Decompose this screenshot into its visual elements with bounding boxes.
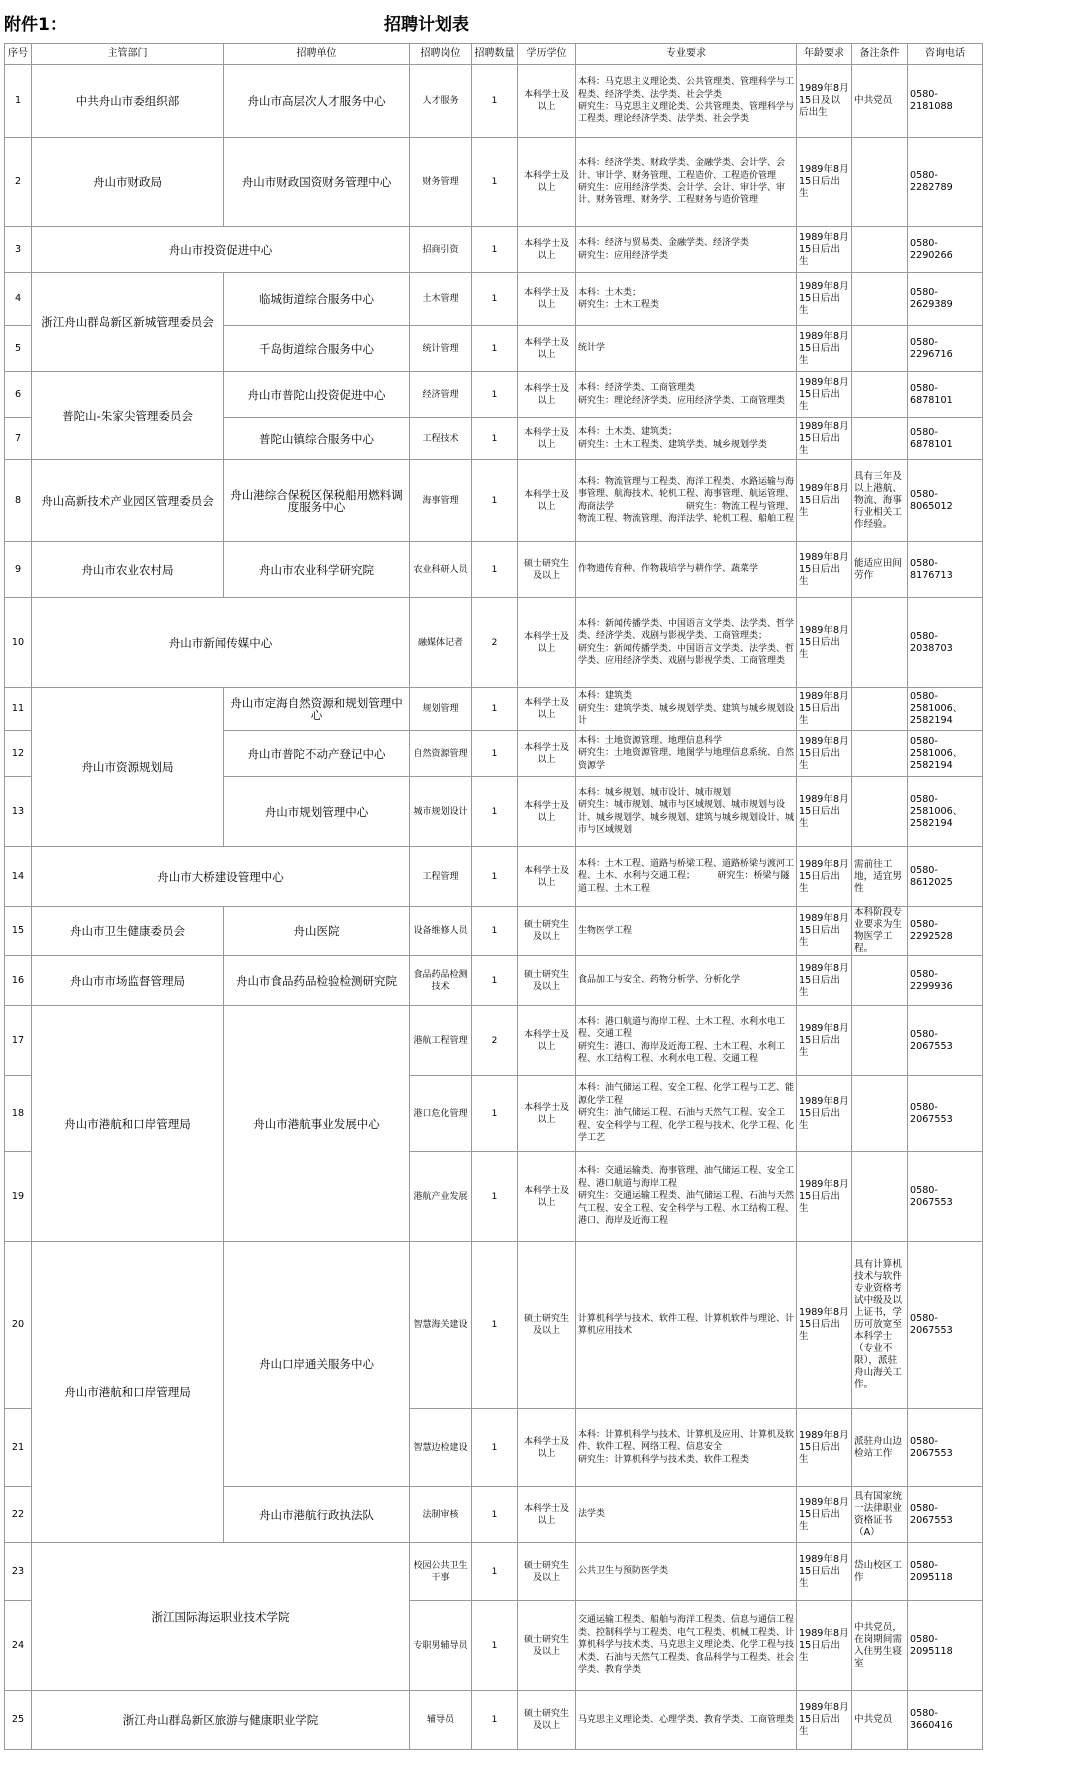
cell-dept: 舟山市财政局 — [32, 138, 224, 227]
cell-age: 1989年8月15日后出生 — [797, 418, 852, 460]
cell-seq: 19 — [5, 1152, 32, 1242]
cell-unit: 舟山市规划管理中心 — [224, 777, 410, 847]
cell-phone: 0580-2095118 — [908, 1543, 983, 1601]
cell-post: 人才服务 — [410, 65, 472, 138]
cell-post: 经济管理 — [410, 372, 472, 418]
cell-unit: 舟山港综合保税区保税船用燃料调度服务中心 — [224, 460, 410, 542]
cell-edu: 本科学士及以上 — [518, 731, 576, 777]
cell-seq: 7 — [5, 418, 32, 460]
cell-edu: 本科学士及以上 — [518, 777, 576, 847]
cell-edu: 本科学士及以上 — [518, 227, 576, 273]
cell-edu: 本科学士及以上 — [518, 1152, 576, 1242]
table-row — [5, 847, 983, 907]
cell-note — [852, 688, 908, 731]
cell-post: 海事管理 — [410, 460, 472, 542]
cell-major: 公共卫生与预防医学类 — [576, 1543, 797, 1601]
table-row — [5, 1543, 983, 1601]
header-phone: 咨询电话 — [908, 44, 983, 65]
cell-seq: 20 — [5, 1242, 32, 1409]
cell-major: 本科：城乡规划、城市设计、城市规划 研究生：城市规划、城市与区域规划、城市规划与设计、城乡规划学、城乡规划、建筑与城乡规划设计、城市与区域规划 — [576, 777, 797, 847]
cell-phone: 0580-2290266 — [908, 227, 983, 273]
cell-unit: 舟山市普陀不动产登记中心 — [224, 731, 410, 777]
cell-seq: 9 — [5, 542, 32, 598]
cell-phone: 0580-2181088 — [908, 65, 983, 138]
cell-major: 食品加工与安全、药物分析学、分析化学 — [576, 956, 797, 1006]
cell-age: 1989年8月15日后出生 — [797, 1487, 852, 1543]
cell-edu: 本科学士及以上 — [518, 598, 576, 688]
cell-edu: 本科学士及以上 — [518, 326, 576, 372]
cell-edu: 本科学士及以上 — [518, 1076, 576, 1152]
cell-post: 融媒体记者 — [410, 598, 472, 688]
cell-post: 自然资源管理 — [410, 731, 472, 777]
cell-post: 法制审核 — [410, 1487, 472, 1543]
cell-note — [852, 326, 908, 372]
cell-age: 1989年8月15日后出生 — [797, 326, 852, 372]
cell-phone: 0580-2581006、2582194 — [908, 731, 983, 777]
cell-phone: 0580-8065012 — [908, 460, 983, 542]
cell-note — [852, 598, 908, 688]
cell-edu: 本科学士及以上 — [518, 138, 576, 227]
header-post: 招聘岗位 — [410, 44, 472, 65]
cell-dept: 舟山市卫生健康委员会 — [32, 907, 224, 956]
cell-age: 1989年8月15日后出生 — [797, 138, 852, 227]
cell-dept: 舟山市新闻传媒中心 — [32, 598, 410, 688]
cell-major: 本科：油气储运工程、安全工程、化学工程与工艺、能源化学工程 研究生：油气储运工程、石油与天然气工程、安全工程、安全科学与工程、化学工程与技术、化学工程、化学工艺 — [576, 1076, 797, 1152]
cell-edu: 本科学士及以上 — [518, 847, 576, 907]
cell-note: 中共党员 — [852, 65, 908, 138]
header-major: 专业要求 — [576, 44, 797, 65]
cell-age: 1989年8月15日后出生 — [797, 372, 852, 418]
cell-phone: 0580-2067553 — [908, 1409, 983, 1487]
cell-count: 1 — [472, 460, 518, 542]
table-row — [5, 1006, 983, 1076]
cell-count: 1 — [472, 65, 518, 138]
cell-major: 本科：土木工程、道路与桥梁工程、道路桥梁与渡河工程、土木、水利与交通工程； 研究生：桥梁与隧道工程、土木工程 — [576, 847, 797, 907]
cell-note: 能适应田间劳作 — [852, 542, 908, 598]
cell-phone: 0580-2292528 — [908, 907, 983, 956]
header-row — [5, 44, 983, 65]
cell-seq: 11 — [5, 688, 32, 731]
cell-dept: 中共舟山市委组织部 — [32, 65, 224, 138]
cell-count: 1 — [472, 326, 518, 372]
cell-age: 1989年8月15日后出生 — [797, 777, 852, 847]
cell-note: 需前往工地，适宜男性 — [852, 847, 908, 907]
cell-major: 本科：物流管理与工程类、海洋工程类、水路运输与海事管理、航海技术、轮机工程、海事管理、航运管理、海商法学 研究生：物流工程与管理、物流工程、物流管理、海洋法学、轮机工程、船舶工程 — [576, 460, 797, 542]
table-row — [5, 227, 983, 273]
cell-dept: 舟山市市场监督管理局 — [32, 956, 224, 1006]
cell-major: 本科：交通运输类、海事管理、油气储运工程、安全工程、港口航道与海岸工程 研究生：交通运输工程类、油气储运工程、石油与天然气工程、安全工程、安全科学与工程、水工结构工程、港口、海岸及近海工程 — [576, 1152, 797, 1242]
cell-dept: 普陀山-朱家尖管理委员会 — [32, 372, 224, 460]
cell-post: 校园公共卫生干事 — [410, 1543, 472, 1601]
cell-edu: 本科学士及以上 — [518, 688, 576, 731]
cell-age: 1989年8月15日后出生 — [797, 847, 852, 907]
cell-unit: 千岛街道综合服务中心 — [224, 326, 410, 372]
cell-count: 1 — [472, 1409, 518, 1487]
cell-major: 本科：港口航道与海岸工程、土木工程、水利水电工程、交通工程 研究生：港口、海岸及近海工程、土木工程、水利工程、水工结构工程、水利水电工程、交通工程 — [576, 1006, 797, 1076]
table-row — [5, 956, 983, 1006]
cell-phone: 0580-2067553 — [908, 1006, 983, 1076]
cell-phone: 0580-2038703 — [908, 598, 983, 688]
cell-post: 食品药品检测技术 — [410, 956, 472, 1006]
table-row — [5, 1691, 983, 1750]
cell-major: 作物遗传育种、作物栽培学与耕作学、蔬菜学 — [576, 542, 797, 598]
cell-count: 1 — [472, 227, 518, 273]
cell-count: 1 — [472, 847, 518, 907]
cell-dept: 舟山市农业农村局 — [32, 542, 224, 598]
cell-seq: 16 — [5, 956, 32, 1006]
cell-post: 规划管理 — [410, 688, 472, 731]
cell-edu: 本科学士及以上 — [518, 65, 576, 138]
cell-note: 具有三年及以上港航、物流、海事行业相关工作经验。 — [852, 460, 908, 542]
table-row — [5, 598, 983, 688]
cell-seq: 6 — [5, 372, 32, 418]
cell-unit: 舟山医院 — [224, 907, 410, 956]
cell-phone: 0580-2067553 — [908, 1076, 983, 1152]
cell-seq: 23 — [5, 1543, 32, 1601]
cell-seq: 18 — [5, 1076, 32, 1152]
cell-post: 统计管理 — [410, 326, 472, 372]
cell-major: 本科：新闻传播学类、中国语言文学类、法学类、哲学类、经济学类、戏剧与影视学类、工商管理类； 研究生：新闻传播学类、中国语言文学类、法学类、哲学类、应用经济学类、戏剧与影视学类、工商管理类 — [576, 598, 797, 688]
cell-dept: 浙江国际海运职业技术学院 — [32, 1543, 410, 1691]
cell-post: 港航工程管理 — [410, 1006, 472, 1076]
cell-phone: 0580-2581006、2582194 — [908, 688, 983, 731]
cell-age: 1989年8月15日后出生 — [797, 1006, 852, 1076]
cell-seq: 24 — [5, 1601, 32, 1691]
cell-dept: 舟山市港航和口岸管理局 — [32, 1242, 224, 1543]
cell-major: 本科：土木类； 研究生：土木工程类 — [576, 273, 797, 326]
table-row — [5, 1242, 983, 1409]
cell-count: 1 — [472, 956, 518, 1006]
cell-note: 中共党员，在岗期间需入住男生寝室 — [852, 1601, 908, 1691]
cell-dept: 舟山市大桥建设管理中心 — [32, 847, 410, 907]
cell-edu: 硕士研究生及以上 — [518, 542, 576, 598]
cell-unit: 舟山市农业科学研究院 — [224, 542, 410, 598]
cell-seq: 14 — [5, 847, 32, 907]
cell-edu: 本科学士及以上 — [518, 418, 576, 460]
cell-note: 具有计算机技术与软件专业资格考试中级及以上证书，学历可放宽至本科学士（专业不限），派驻舟山海关工作。 — [852, 1242, 908, 1409]
cell-unit: 舟山市普陀山投资促进中心 — [224, 372, 410, 418]
cell-seq: 2 — [5, 138, 32, 227]
cell-count: 2 — [472, 1006, 518, 1076]
cell-phone: 0580-2282789 — [908, 138, 983, 227]
cell-count: 2 — [472, 598, 518, 688]
cell-edu: 硕士研究生及以上 — [518, 1242, 576, 1409]
table-row — [5, 542, 983, 598]
annex-label: 附件1： — [4, 15, 67, 35]
cell-phone: 0580-2067553 — [908, 1242, 983, 1409]
cell-seq: 3 — [5, 227, 32, 273]
cell-major: 马克思主义理论类、心理学类、教育学类、工商管理类 — [576, 1691, 797, 1750]
cell-note: 本科阶段专业要求为生物医学工程。 — [852, 907, 908, 956]
cell-count: 1 — [472, 542, 518, 598]
cell-age: 1989年8月15日后出生 — [797, 1601, 852, 1691]
cell-edu: 本科学士及以上 — [518, 1409, 576, 1487]
cell-major: 生物医学工程 — [576, 907, 797, 956]
cell-phone: 0580-3660416 — [908, 1691, 983, 1750]
cell-count: 1 — [472, 138, 518, 227]
cell-unit: 舟山市财政国资财务管理中心 — [224, 138, 410, 227]
cell-major: 计算机科学与技术、软件工程、计算机软件与理论、计算机应用技术 — [576, 1242, 797, 1409]
cell-count: 1 — [472, 1076, 518, 1152]
cell-age: 1989年8月15日后出生 — [797, 907, 852, 956]
cell-age: 1989年8月15日后出生 — [797, 1242, 852, 1409]
cell-note — [852, 227, 908, 273]
cell-note — [852, 1152, 908, 1242]
cell-count: 1 — [472, 1601, 518, 1691]
cell-age: 1989年8月15日及以后出生 — [797, 65, 852, 138]
cell-seq: 12 — [5, 731, 32, 777]
cell-edu: 硕士研究生及以上 — [518, 956, 576, 1006]
cell-note — [852, 372, 908, 418]
cell-post: 土木管理 — [410, 273, 472, 326]
cell-edu: 本科学士及以上 — [518, 273, 576, 326]
cell-seq: 25 — [5, 1691, 32, 1750]
cell-post: 招商引资 — [410, 227, 472, 273]
cell-unit: 舟山口岸通关服务中心 — [224, 1242, 410, 1487]
cell-note — [852, 138, 908, 227]
cell-count: 1 — [472, 1152, 518, 1242]
cell-age: 1989年8月15日后出生 — [797, 1691, 852, 1750]
cell-age: 1989年8月15日后出生 — [797, 1152, 852, 1242]
cell-seq: 21 — [5, 1409, 32, 1487]
cell-major: 本科：经济学类、工商管理类 研究生：理论经济学类、应用经济学类、工商管理类 — [576, 372, 797, 418]
header-edu: 学历学位 — [518, 44, 576, 65]
cell-note — [852, 1076, 908, 1152]
cell-post: 农业科研人员 — [410, 542, 472, 598]
cell-post: 专职男辅导员 — [410, 1601, 472, 1691]
cell-note: 中共党员 — [852, 1691, 908, 1750]
header-age: 年龄要求 — [797, 44, 852, 65]
cell-count: 1 — [472, 418, 518, 460]
cell-post: 港航产业发展 — [410, 1152, 472, 1242]
cell-age: 1989年8月15日后出生 — [797, 227, 852, 273]
cell-age: 1989年8月15日后出生 — [797, 731, 852, 777]
cell-phone: 0580-8612025 — [908, 847, 983, 907]
cell-seq: 13 — [5, 777, 32, 847]
cell-note — [852, 418, 908, 460]
cell-seq: 10 — [5, 598, 32, 688]
table-row — [5, 273, 983, 326]
cell-count: 1 — [472, 1487, 518, 1543]
cell-major: 统计学 — [576, 326, 797, 372]
cell-note: 具有国家统一法律职业资格证书（A） — [852, 1487, 908, 1543]
cell-edu: 硕士研究生及以上 — [518, 1543, 576, 1601]
cell-age: 1989年8月15日后出生 — [797, 273, 852, 326]
table-row — [5, 138, 983, 227]
cell-post: 设备维修人员 — [410, 907, 472, 956]
table-row — [5, 460, 983, 542]
recruitment-table — [4, 43, 983, 1750]
header-dept: 主管部门 — [32, 44, 224, 65]
cell-edu: 本科学士及以上 — [518, 460, 576, 542]
cell-seq: 4 — [5, 273, 32, 326]
cell-note — [852, 1006, 908, 1076]
cell-edu: 硕士研究生及以上 — [518, 907, 576, 956]
cell-post: 智慧海关建设 — [410, 1242, 472, 1409]
cell-age: 1989年8月15日后出生 — [797, 1409, 852, 1487]
cell-age: 1989年8月15日后出生 — [797, 542, 852, 598]
cell-phone: 0580-6878101 — [908, 418, 983, 460]
cell-age: 1989年8月15日后出生 — [797, 1543, 852, 1601]
cell-seq: 5 — [5, 326, 32, 372]
cell-age: 1989年8月15日后出生 — [797, 688, 852, 731]
cell-count: 1 — [472, 1543, 518, 1601]
cell-phone: 0580-6878101 — [908, 372, 983, 418]
cell-note: 岱山校区工作 — [852, 1543, 908, 1601]
table-row — [5, 688, 983, 731]
table-row — [5, 372, 983, 418]
cell-dept: 舟山高新技术产业园区管理委员会 — [32, 460, 224, 542]
cell-count: 1 — [472, 1691, 518, 1750]
cell-unit: 舟山市食品药品检验检测研究院 — [224, 956, 410, 1006]
cell-unit: 舟山市高层次人才服务中心 — [224, 65, 410, 138]
cell-phone: 0580-2581006、2582194 — [908, 777, 983, 847]
cell-age: 1989年8月15日后出生 — [797, 1076, 852, 1152]
cell-phone: 0580-2296716 — [908, 326, 983, 372]
cell-post: 辅导员 — [410, 1691, 472, 1750]
cell-dept: 浙江舟山群岛新区旅游与健康职业学院 — [32, 1691, 410, 1750]
cell-phone: 0580-8176713 — [908, 542, 983, 598]
cell-major: 法学类 — [576, 1487, 797, 1543]
table-row — [5, 65, 983, 138]
cell-note — [852, 956, 908, 1006]
cell-note — [852, 731, 908, 777]
cell-post: 港口危化管理 — [410, 1076, 472, 1152]
cell-seq: 8 — [5, 460, 32, 542]
cell-phone: 0580-2629389 — [908, 273, 983, 326]
cell-major: 本科：经济学类、财政学类、金融学类、会计学、会计、审计学、财务管理、工程造价、工程造价管理 研究生：应用经济学类、会计学、会计、审计学、审计、财务管理、财务学、工程财务与造价管理 — [576, 138, 797, 227]
cell-dept: 舟山市投资促进中心 — [32, 227, 410, 273]
header-count: 招聘数量 — [472, 44, 518, 65]
cell-phone: 0580-2299936 — [908, 956, 983, 1006]
cell-edu: 硕士研究生及以上 — [518, 1691, 576, 1750]
header-note: 备注条件 — [852, 44, 908, 65]
cell-post: 财务管理 — [410, 138, 472, 227]
cell-dept: 舟山市港航和口岸管理局 — [32, 1006, 224, 1242]
cell-edu: 本科学士及以上 — [518, 1006, 576, 1076]
cell-edu: 本科学士及以上 — [518, 372, 576, 418]
cell-count: 1 — [472, 907, 518, 956]
cell-unit: 临城街道综合服务中心 — [224, 273, 410, 326]
header-unit: 招聘单位 — [224, 44, 410, 65]
page-title: 招聘计划表 — [384, 15, 469, 35]
cell-major: 本科：马克思主义理论类、公共管理类、管理科学与工程类、经济学类、法学类、社会学类 研究生：马克思主义理论类、公共管理类、管理科学与工程类、理论经济学类、法学类、社会学类 — [576, 65, 797, 138]
header-seq: 序号 — [5, 44, 32, 65]
cell-age: 1989年8月15日后出生 — [797, 956, 852, 1006]
cell-age: 1989年8月15日后出生 — [797, 460, 852, 542]
cell-dept: 浙江舟山群岛新区新城管理委员会 — [32, 273, 224, 372]
cell-major: 本科：建筑类 研究生：建筑学类、城乡规划学类、建筑与城乡规划设计 — [576, 688, 797, 731]
cell-unit: 普陀山镇综合服务中心 — [224, 418, 410, 460]
table-row — [5, 907, 983, 956]
cell-note — [852, 273, 908, 326]
cell-unit: 舟山市定海自然资源和规划管理中心 — [224, 688, 410, 731]
cell-count: 1 — [472, 1242, 518, 1409]
cell-note: 派驻舟山边检站工作 — [852, 1409, 908, 1487]
cell-post: 工程技术 — [410, 418, 472, 460]
cell-major: 本科：计算机科学与技术、计算机及应用、计算机及软件、软件工程、网络工程、信息安全 研究生：计算机科学与技术类、软件工程类 — [576, 1409, 797, 1487]
cell-note — [852, 777, 908, 847]
cell-seq: 17 — [5, 1006, 32, 1076]
cell-seq: 15 — [5, 907, 32, 956]
cell-major: 本科：经济与贸易类、金融学类、经济学类 研究生：应用经济学类 — [576, 227, 797, 273]
cell-count: 1 — [472, 777, 518, 847]
cell-unit: 舟山市港航事业发展中心 — [224, 1006, 410, 1242]
cell-post: 城市规划设计 — [410, 777, 472, 847]
cell-age: 1989年8月15日后出生 — [797, 598, 852, 688]
cell-major: 本科：土木类、建筑类； 研究生：土木工程类、建筑学类、城乡规划学类 — [576, 418, 797, 460]
cell-post: 智慧边检建设 — [410, 1409, 472, 1487]
cell-count: 1 — [472, 273, 518, 326]
cell-seq: 22 — [5, 1487, 32, 1543]
cell-count: 1 — [472, 731, 518, 777]
cell-phone: 0580-2067553 — [908, 1487, 983, 1543]
cell-edu: 本科学士及以上 — [518, 1487, 576, 1543]
cell-count: 1 — [472, 688, 518, 731]
cell-count: 1 — [472, 372, 518, 418]
cell-major: 本科：土地资源管理、地理信息科学 研究生：土地资源管理、地图学与地理信息系统、自然资源学 — [576, 731, 797, 777]
cell-major: 交通运输工程类、船舶与海洋工程类、信息与通信工程类、控制科学与工程类、电气工程类、机械工程类、计算机科学与技术类、马克思主义理论类、化学工程与技术类、石油与天然气工程类、食品科学与工程类、社会学类、教育学类 — [576, 1601, 797, 1691]
cell-dept: 舟山市资源规划局 — [32, 688, 224, 847]
cell-phone: 0580-2095118 — [908, 1601, 983, 1691]
cell-post: 工程管理 — [410, 847, 472, 907]
cell-edu: 硕士研究生及以上 — [518, 1601, 576, 1691]
cell-unit: 舟山市港航行政执法队 — [224, 1487, 410, 1543]
cell-seq: 1 — [5, 65, 32, 138]
cell-phone: 0580-2067553 — [908, 1152, 983, 1242]
